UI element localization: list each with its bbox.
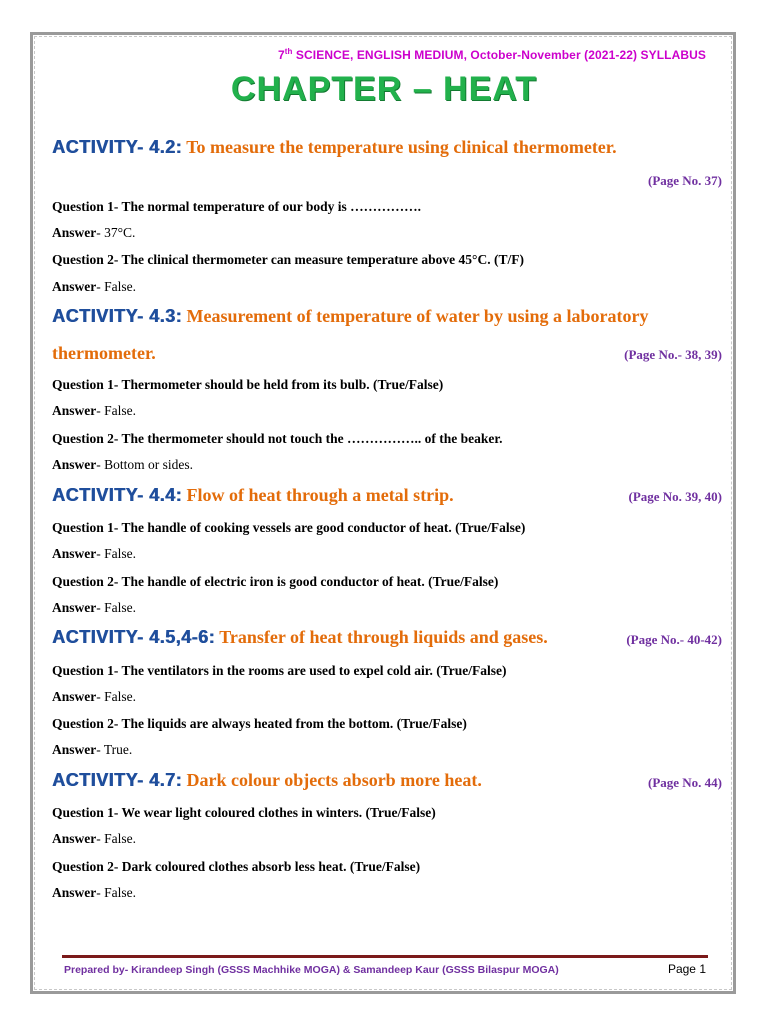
question: Question 1- We wear light coloured clothes in winters. (True/False) (52, 805, 436, 820)
answer-label: Answer (52, 600, 97, 615)
activity-label: ACTIVITY- 4.5,4-6: (52, 627, 216, 647)
activity-heading (52, 137, 722, 158)
answer-text: - 37°C. (96, 225, 136, 240)
activity-title: Dark colour objects absorb more heat. (182, 770, 482, 790)
activity-heading (52, 485, 722, 506)
page-reference: (Page No.- 40-42) (626, 632, 722, 647)
header-grade-suffix: th (284, 47, 293, 56)
footer-prepared-by: Prepared by- Kirandeep Singh (GSSS Machhike MOGA) & Samandeep Kaur (GSSS Bilaspur MOGA) (64, 964, 559, 976)
activity-title: Measurement of temperature of water by using a laboratory (182, 306, 649, 326)
footer-divider (62, 955, 708, 958)
answer-text: - False. (96, 279, 136, 294)
question: Question 2- The thermometer should not touch the …………….. of the beaker. (52, 431, 503, 446)
activity-heading (52, 770, 722, 791)
question: Question 1- Thermometer should be held from its bulb. (True/False) (52, 377, 444, 392)
answer (52, 457, 193, 473)
question: Question 1- The ventilators in the rooms are used to expel cold air. (True/False) (52, 663, 507, 678)
answer-label: Answer (52, 885, 97, 900)
answer-text: - True. (96, 742, 133, 757)
answer-text: - False. (96, 689, 136, 704)
header-text: SCIENCE, ENGLISH MEDIUM, October-November (2021-22) SYLLABUS (292, 48, 706, 62)
answer-label: Answer (52, 689, 97, 704)
answer-label: Answer (52, 831, 97, 846)
answer-text: - False. (96, 546, 136, 561)
answer-label: Answer (52, 457, 97, 472)
page-reference: (Page No. 37) (647, 173, 722, 188)
answer (52, 279, 136, 295)
activity-heading-continued: thermometer. (52, 343, 156, 363)
answer (52, 600, 136, 616)
answer-label: Answer (52, 279, 97, 294)
header-syllabus-line (278, 47, 706, 62)
activity-label: ACTIVITY- 4.4: (52, 485, 183, 505)
footer-page-number: Page 1 (667, 962, 706, 976)
chapter-title: CHAPTER – HEAT (230, 70, 538, 108)
answer (52, 742, 132, 758)
activity-title: To measure the temperature using clinical thermometer. (182, 137, 617, 157)
activity-label: ACTIVITY- 4.2: (52, 137, 183, 157)
question: Question 2- The handle of electric iron is good conductor of heat. (True/False) (52, 574, 499, 589)
answer (52, 403, 136, 419)
question: Question 1- The normal temperature of our body is ……………. (52, 199, 422, 214)
activity-label: ACTIVITY- 4.3: (52, 306, 183, 326)
activity-label: ACTIVITY- 4.7: (52, 770, 183, 790)
answer-text: - False. (96, 600, 136, 615)
answer-text: - False. (96, 885, 136, 900)
answer (52, 689, 136, 705)
page-border (30, 32, 736, 994)
answer-label: Answer (52, 742, 97, 757)
answer-text: - False. (96, 403, 136, 418)
question: Question 2- Dark coloured clothes absorb less heat. (True/False) (52, 859, 421, 874)
question: Question 2- The clinical thermometer can measure temperature above 45°C. (T/F) (52, 252, 524, 267)
answer-label: Answer (52, 225, 97, 240)
answer-text: - False. (96, 831, 136, 846)
question: Question 2- The liquids are always heated from the bottom. (True/False) (52, 716, 467, 731)
answer-text: - Bottom or sides. (96, 457, 193, 472)
page-reference: (Page No. 44) (647, 775, 722, 790)
answer-label: Answer (52, 546, 97, 561)
activity-heading (52, 627, 722, 648)
page-reference: (Page No.- 38, 39) (624, 347, 722, 362)
answer-label: Answer (52, 403, 97, 418)
answer (52, 225, 135, 241)
page-reference: (Page No. 39, 40) (628, 489, 722, 504)
answer (52, 831, 136, 847)
activity-title: Transfer of heat through liquids and gases. (215, 627, 548, 647)
activity-heading (52, 306, 722, 327)
activity-title: Flow of heat through a metal strip. (182, 485, 454, 505)
question: Question 1- The handle of cooking vessels are good conductor of heat. (True/False) (52, 520, 526, 535)
answer (52, 546, 136, 562)
header-grade: 7 (277, 48, 285, 62)
answer (52, 885, 136, 901)
